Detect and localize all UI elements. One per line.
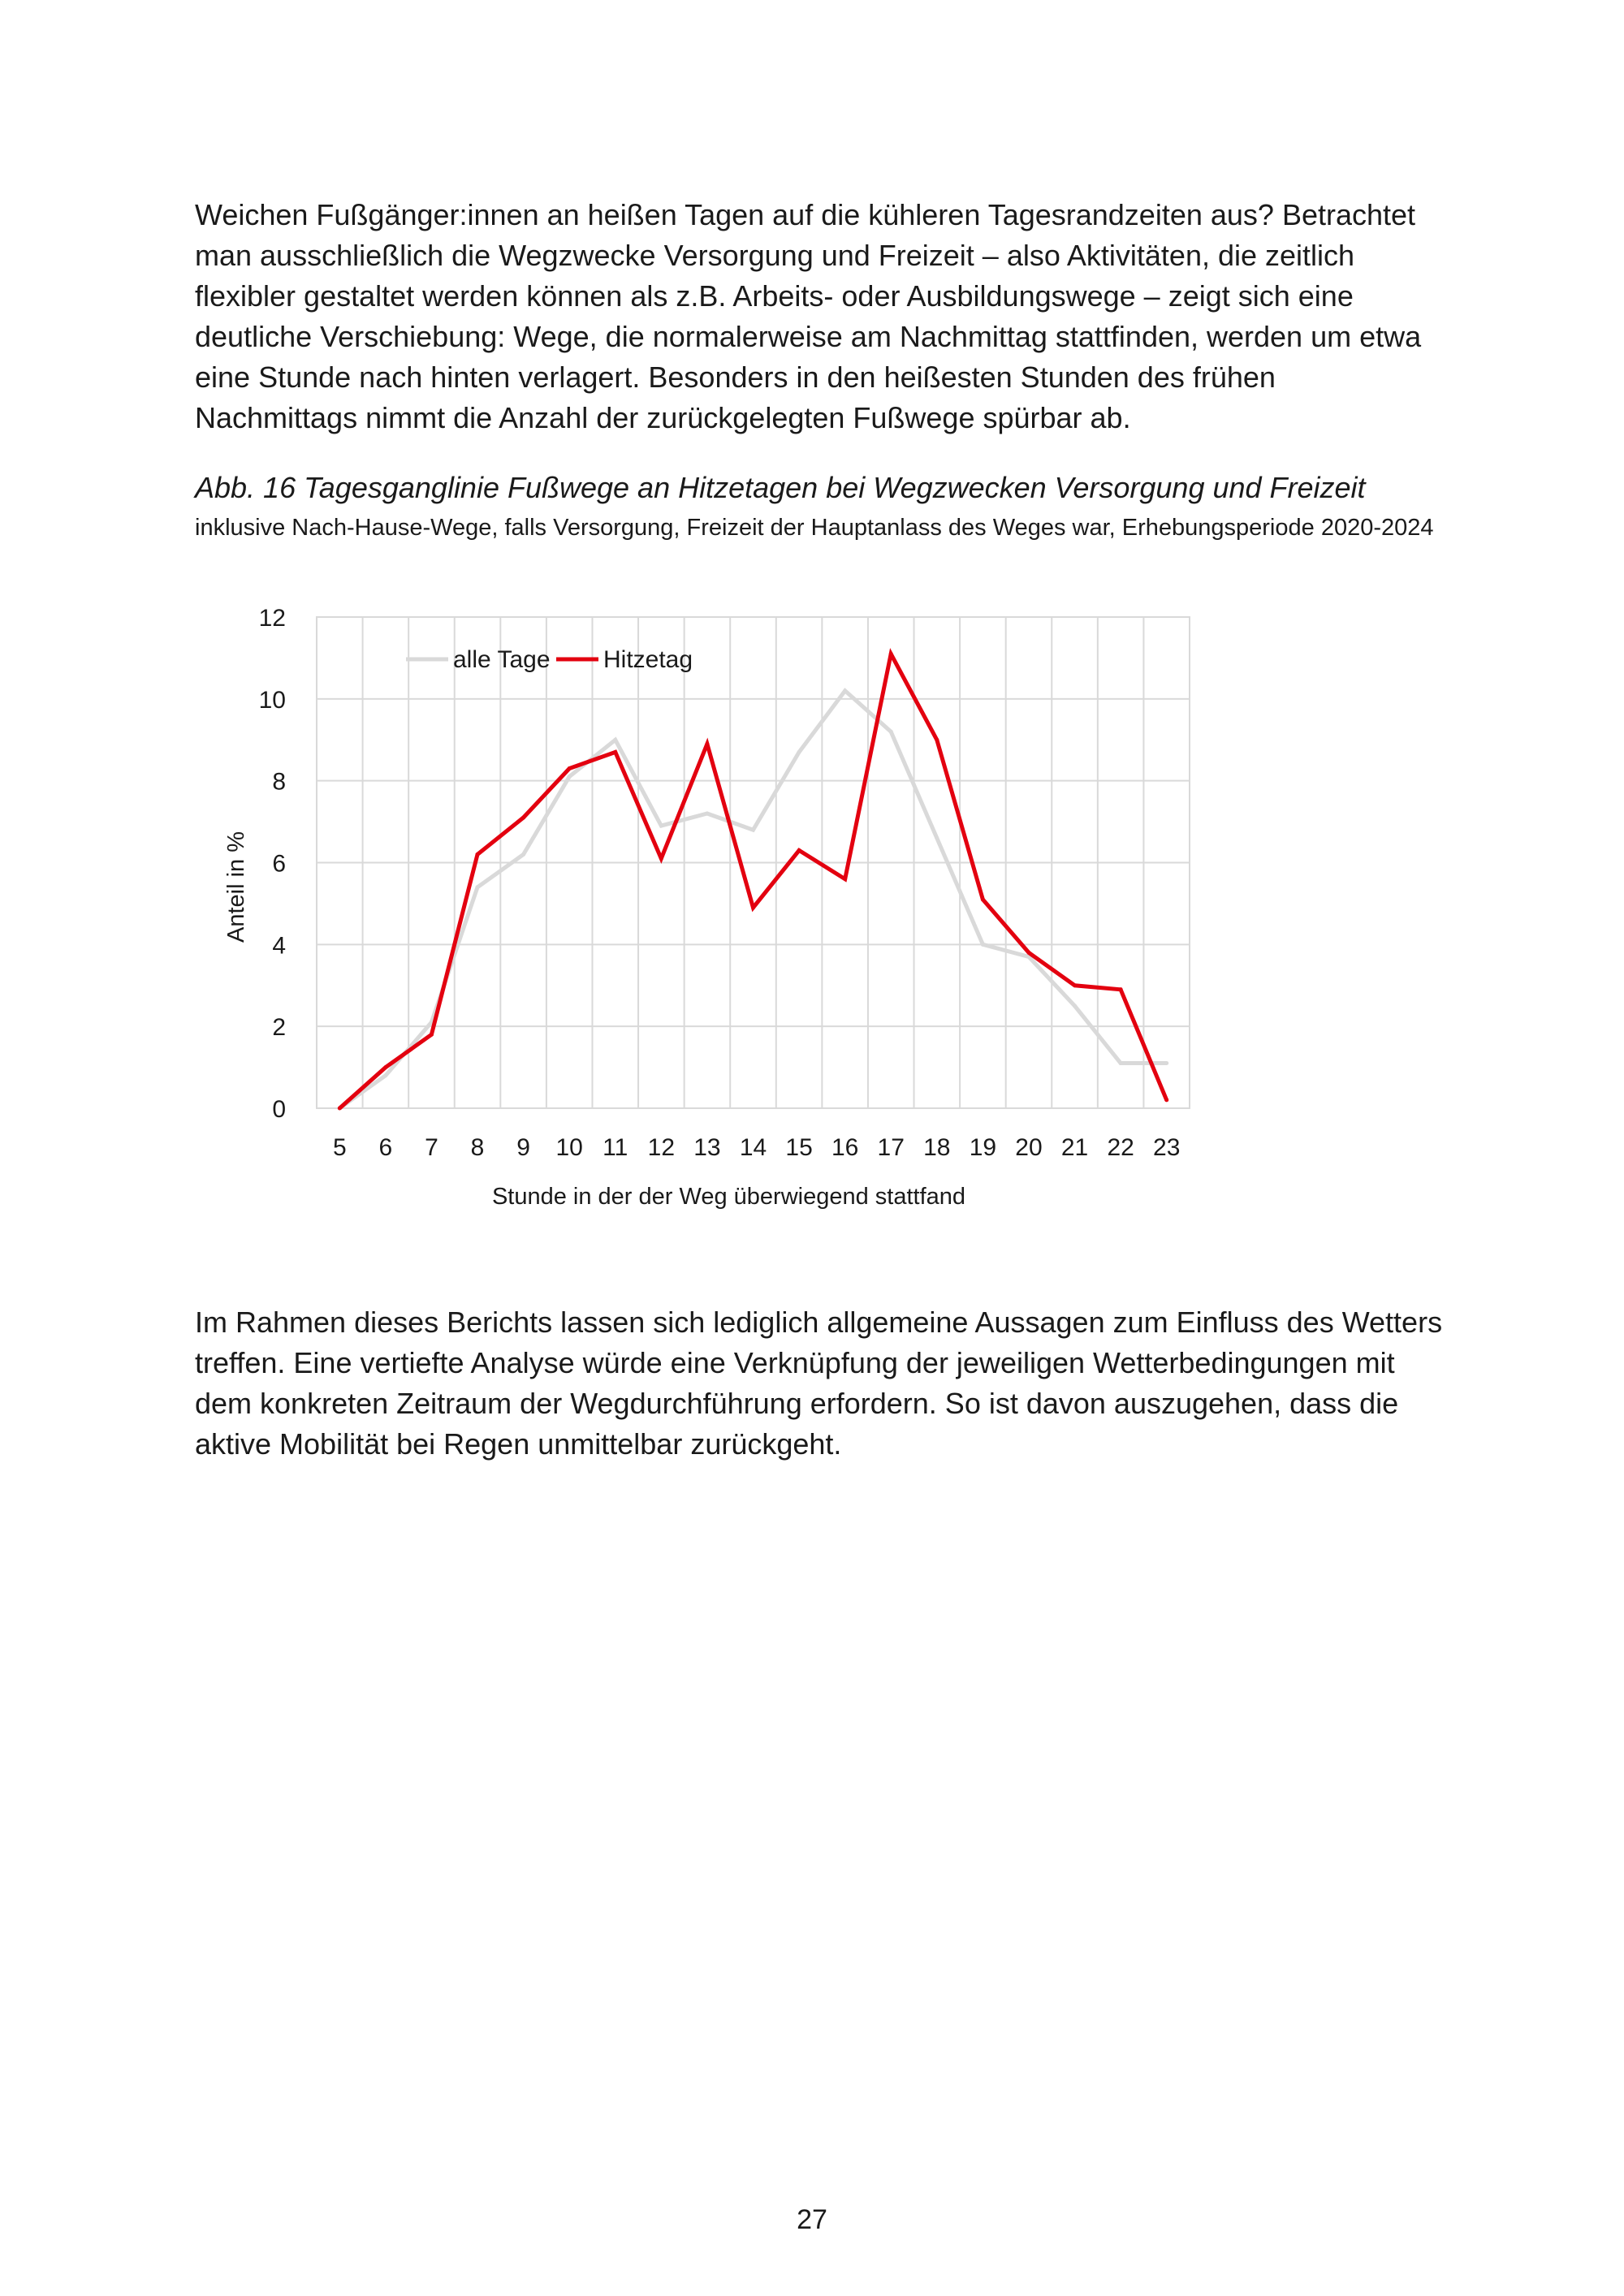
chart-axes [223,605,1180,1210]
data-point-alle-tage [889,730,893,734]
x-tick-label: 15 [785,1134,813,1161]
x-tick-label: 18 [923,1134,951,1161]
chart-legend [406,646,693,673]
data-point-alle-tage [568,775,572,779]
y-tick-label: 8 [272,768,286,796]
figure-title: Abb. 16 Tagesganglinie Fußwege an Hitzetagen bei Wegzwecken Versorgung und Freizeit [195,471,1366,504]
data-point-hitzetag [705,742,709,746]
chart-grid [317,617,1190,1108]
data-point-alle-tage [476,885,480,889]
data-point-alle-tage [935,836,939,840]
x-tick-label: 5 [332,1134,347,1161]
data-point-hitzetag [797,848,801,852]
y-tick-label: 2 [272,1014,286,1042]
x-tick-label: 7 [425,1134,438,1161]
y-tick-label: 12 [258,605,286,632]
data-point-hitzetag [383,1065,387,1069]
x-tick-label: 6 [378,1134,393,1161]
legend-label-hitzetag: Hitzetag [603,646,693,673]
y-tick-label: 6 [272,850,286,878]
data-point-hitzetag [1164,1098,1168,1102]
x-tick-label: 12 [647,1134,676,1161]
chart-svg [195,593,1218,1226]
x-tick-label: 17 [877,1134,905,1161]
data-point-alle-tage [705,812,709,816]
x-tick-label: 14 [739,1134,767,1161]
data-point-hitzetag [889,652,893,656]
data-point-alle-tage [981,943,985,947]
x-tick-label: 20 [1015,1134,1043,1161]
x-tick-label: 8 [470,1134,485,1161]
page-number: 27 [797,2204,827,2235]
outro-paragraph: Im Rahmen dieses Berichts lassen sich lediglich allgemeine Aussagen zum Einfluss des Wetters treffen. Eine vertiefte Analyse würde eine Verknüpfung der jeweiligen Wetterbedingungen mit dem konkreten Zeitraum der Wegdurchführung erfordern. So ist davon auszugehen, dass die aktive Mobilität bei Regen unmittelbar zurückgeht. [195,1306,1443,1461]
x-tick-label: 11 [603,1134,628,1161]
data-point-hitzetag [981,897,985,901]
legend-label-alle-tage: alle Tage [453,646,551,673]
x-tick-label: 21 [1060,1134,1089,1161]
data-point-alle-tage [613,738,617,742]
series-line-hitzetag [339,654,1166,1108]
data-point-hitzetag [659,857,663,861]
data-point-alle-tage [843,688,847,693]
x-axis-title: Stunde in der der Weg überwiegend stattfand [491,1184,966,1210]
data-point-hitzetag [613,750,617,754]
data-point-hitzetag [476,852,480,857]
data-point-hitzetag [1073,983,1077,987]
data-point-hitzetag [338,1107,342,1111]
data-point-hitzetag [751,905,755,909]
x-tick-label: 9 [516,1134,530,1161]
figure-subtitle: inklusive Nach-Hause-Wege, falls Versorgung, Freizeit der Hauptanlass des Weges war, Erhebungsperiode 2020-2024 [195,515,1434,541]
data-point-alle-tage [659,824,663,828]
line-chart [195,593,1218,1226]
data-point-hitzetag [935,738,939,742]
data-point-alle-tage [751,828,755,832]
data-point-alle-tage [1073,1003,1077,1008]
data-point-hitzetag [843,877,847,881]
x-tick-label: 23 [1153,1134,1181,1161]
data-point-alle-tage [383,1073,387,1077]
y-tick-label: 10 [258,686,286,714]
data-point-alle-tage [797,750,801,754]
x-tick-label: 22 [1107,1134,1134,1161]
y-tick-label: 4 [272,932,286,960]
intro-paragraph: Weichen Fußgänger:innen an heißen Tagen auf die kühleren Tagesrandzeiten aus? Betrachtet man ausschließlich die Wegzwecke Versorgung und Freizeit – also Aktivitäten, die zeitlich flexibler gestaltet werden können als z.B. Arbeits- oder Ausbildungswege – zeigt sich eine deutliche Verschiebung: Wege, die normalerweise am Nachmittag stattfinden, werden um etwa eine Stunde nach hinten verlagert. Besonders in den heißesten Stunden des frühen Nachmittags nimmt die Anzahl der zurückgelegten Fußwege spürbar ab. [195,198,1422,434]
data-point-hitzetag [430,1033,434,1037]
data-point-hitzetag [1119,987,1123,991]
x-tick-label: 16 [831,1134,859,1161]
data-point-alle-tage [521,852,525,857]
x-tick-label: 10 [555,1134,583,1161]
data-point-hitzetag [521,816,525,820]
x-tick-label: 13 [693,1134,721,1161]
data-point-hitzetag [568,766,572,770]
x-tick-label: 19 [969,1134,997,1161]
data-point-alle-tage [1164,1061,1168,1065]
y-axis-title: Anteil in % [223,831,249,943]
y-tick-label: 0 [272,1096,286,1123]
data-point-alle-tage [1119,1061,1123,1065]
series-line-alle-tage [339,691,1166,1108]
chart-series [338,652,1168,1111]
data-point-hitzetag [1026,951,1030,955]
